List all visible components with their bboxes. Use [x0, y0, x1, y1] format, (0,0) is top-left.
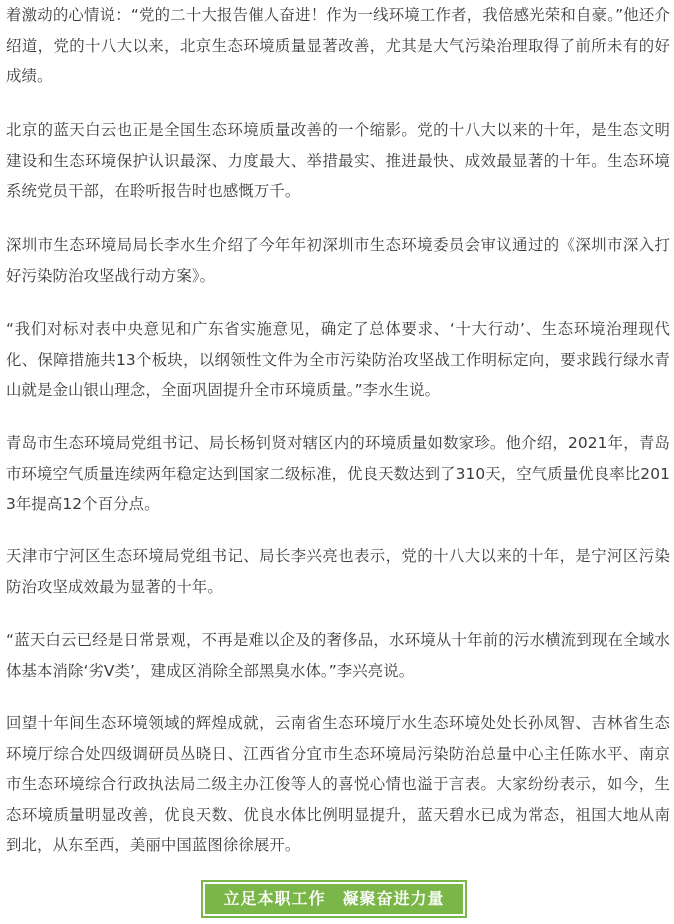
paragraph-beijing-quote: 着激动的心情说：“党的二十大报告催人奋进！作为一线环境工作者，我倍感光荣和自豪。”他还介绍道，党的十八大以来，北京生态环境质量显著改善，尤其是大气污染治理取得了前所未有的好成绩。 [6, 6, 670, 85]
paragraph-review: 回望十年间生态环境领域的辉煌成就，云南省生态环境厅水生态环境处处长孙凤智、吉林省生态环境厅综合处四级调研员丛晓日、江西省分宜市生态环境局污染防治总量中心主任陈水平、南京市生态环境综合行政执法局二级主办江俊等人的喜悦心情也溢于言表。大家纷纷表示，如今，生态环境质量明显改善，优良天数、优良水体比例明显提升，蓝天碧水已成为常态，祖国大地从南到北，从东至西，美丽中国蓝图徐徐展开。 [6, 714, 670, 854]
paragraph-tianjin-quote: “蓝天白云已经是日常景观，不再是难以企及的奢侈品，水环境从十年前的污水横流到现在全域水体基本消除‘劣Ⅴ类’，建成区消除全部黑臭水体。”李兴亮说。 [6, 631, 670, 680]
footer-banner [201, 880, 467, 918]
paragraph-qingdao: 青岛市生态环境局党组书记、局长杨钊贤对辖区内的环境质量如数家珍。他介绍，2021年，青岛市环境空气质量连续两年稳定达到国家二级标准，优良天数达到了310天，空气质量优良率比2013年提高12个百分点。 [6, 434, 670, 513]
paragraph-blue-sky: 北京的蓝天白云也正是全国生态环境质量改善的一个缩影。党的十八大以来的十年，是生态文明建设和生态环境保护认识最深、力度最大、举措最实、推进最快、成效最显著的十年。生态环境系统党员干部，在聆听报告时也感慨万千。 [6, 121, 670, 200]
paragraph-tianjin: 天津市宁河区生态环境局党组书记、局长李兴亮也表示，党的十八大以来的十年，是宁河区污染防治攻坚成效最为显著的十年。 [6, 547, 670, 596]
paragraph-shenzhen-quote: “我们对标对表中央意见和广东省实施意见，确定了总体要求、‘十大行动’、生态环境治理现代化、保障措施共13个板块，以纲领性文件为全市污染防治攻坚战工作明标定向，要求践行绿水青山就是金山银山理念，全面巩固提升全市环境质量。”李水生说。 [6, 320, 670, 399]
footer-banner-text: 立足本职工作 凝聚奋进力量 [205, 884, 463, 914]
paragraph-shenzhen: 深圳市生态环境局局长李水生介绍了今年年初深圳市生态环境委员会审议通过的《深圳市深入打好污染防治攻坚战行动方案》。 [6, 236, 670, 285]
